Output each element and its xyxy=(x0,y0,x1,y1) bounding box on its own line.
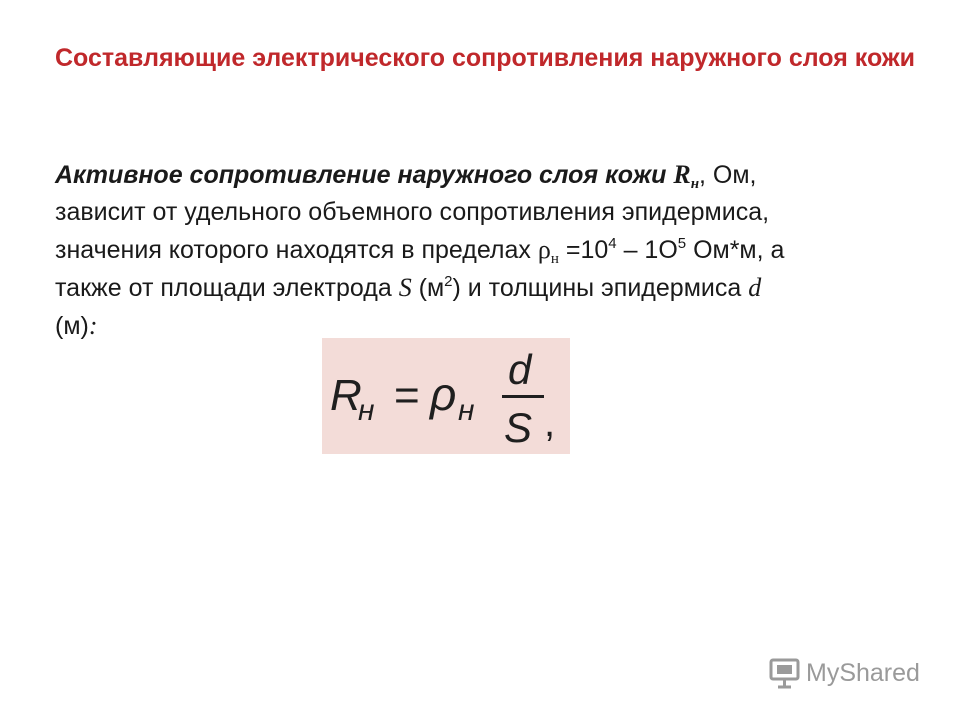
r-subscript: н xyxy=(690,176,700,192)
range-eq: =10 xyxy=(565,236,609,264)
body-line-5: (м) xyxy=(55,312,89,340)
slide-title: Составляющие электрического сопротивления наружного слоя кожи xyxy=(55,44,915,72)
body-paragraph xyxy=(55,156,915,345)
s-unit-open: (м xyxy=(418,274,445,302)
range-unit: Ом*м, а xyxy=(693,236,785,264)
line5-colon: : xyxy=(88,311,98,340)
exp-high: 5 xyxy=(677,235,687,252)
exp-low: 4 xyxy=(608,235,617,252)
formula-svg xyxy=(322,338,570,454)
s-unit-close: ) и толщины эпидермиса xyxy=(452,274,742,302)
s-unit-exp: 2 xyxy=(444,273,453,290)
formula-lhs: R xyxy=(330,371,362,420)
body-line-2: зависит от удельного объемного сопротивления эпидермиса, xyxy=(55,198,770,226)
body-line-3-start: значения которого находятся в пределах xyxy=(55,236,531,264)
formula-image xyxy=(322,338,570,454)
formula-fraction-bar xyxy=(502,395,544,398)
formula-trailing-comma: , xyxy=(544,401,556,445)
formula-denominator: S xyxy=(504,404,533,451)
formula-equals: = xyxy=(394,371,420,420)
s-symbol: S xyxy=(398,273,412,302)
lead-phrase: Активное сопротивление наружного слоя кожи xyxy=(55,161,667,189)
formula-rho: ρ xyxy=(430,368,457,420)
after-r-text: , Ом, xyxy=(699,161,757,189)
watermark-text: MyShared xyxy=(806,659,920,687)
formula-rho-sub: н xyxy=(458,394,475,427)
r-symbol: $R_н$ xyxy=(673,160,700,192)
rho-subscript: н xyxy=(550,251,559,267)
d-symbol: d xyxy=(748,273,762,302)
range-dash: – 1О xyxy=(623,236,678,264)
watermark xyxy=(768,656,928,692)
formula-lhs-sub: н xyxy=(358,394,375,427)
rho-symbol: $\rho_н$ xyxy=(537,235,559,267)
presentation-board-icon xyxy=(768,656,802,690)
formula-numerator: d xyxy=(508,346,532,393)
body-line-4-start: также от площади электрода xyxy=(55,274,392,302)
